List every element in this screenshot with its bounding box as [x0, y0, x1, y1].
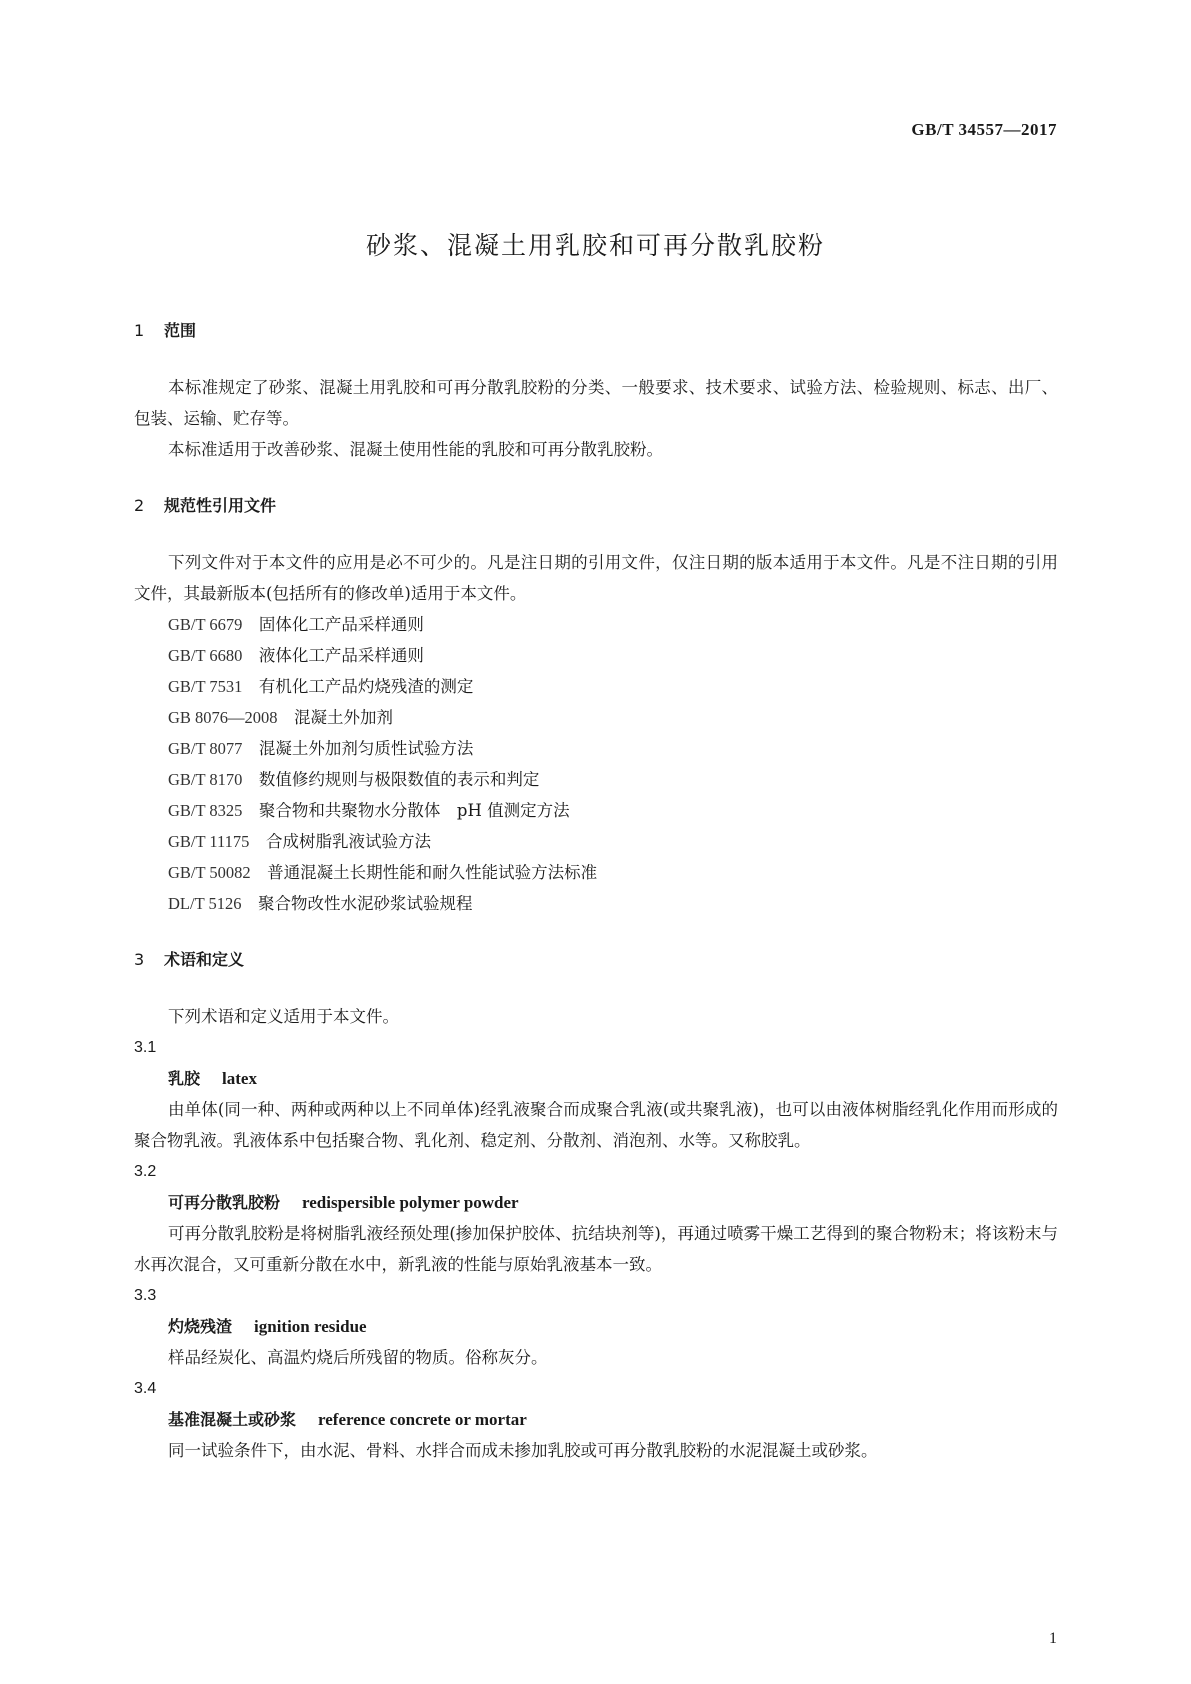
- term-entry: [134, 1156, 1058, 1280]
- term-name: [134, 1063, 1058, 1094]
- term-en: ignition residue: [254, 1317, 367, 1336]
- term-number: 3.2: [134, 1163, 157, 1180]
- reference-title: 数值修约规则与极限数值的表示和判定: [258, 770, 540, 789]
- term-name: [134, 1404, 1058, 1435]
- term-name: [134, 1311, 1058, 1342]
- paragraph: 本标准适用于改善砂浆、混凝土使用性能的乳胶和可再分散乳胶粉。: [168, 440, 663, 459]
- term-number: 3.4: [134, 1380, 157, 1397]
- section-number: 1: [134, 321, 145, 340]
- reference-code: GB/T 8077: [168, 739, 243, 758]
- term-zh: 基准混凝土或砂浆: [168, 1410, 297, 1429]
- reference-title: 固体化工产品采样通则: [258, 615, 424, 634]
- reference-item: [134, 702, 1058, 733]
- term-zh: 可再分散乳胶粉: [168, 1193, 281, 1212]
- term-zh: 灼烧残渣: [168, 1317, 233, 1336]
- term-en: redispersible polymer powder: [302, 1193, 519, 1212]
- section-2-heading: [134, 495, 1058, 517]
- reference-title: 普通混凝土长期性能和耐久性能试验方法标准: [267, 863, 598, 882]
- term-name: [134, 1187, 1058, 1218]
- reference-code: GB/T 6679: [168, 615, 243, 634]
- reference-code: GB 8076—2008: [168, 708, 278, 727]
- reference-code: GB/T 8325: [168, 801, 243, 820]
- reference-item: [134, 609, 1058, 640]
- section-3-heading: [134, 949, 1058, 971]
- reference-code: GB/T 6680: [168, 646, 243, 665]
- section-number: 3: [134, 950, 145, 969]
- reference-code: GB/T 50082: [168, 863, 251, 882]
- page-number: 1: [1049, 1630, 1057, 1647]
- document-title: 砂浆、混凝土用乳胶和可再分散乳胶粉: [365, 231, 825, 260]
- reference-title: 合成树脂乳液试验方法: [265, 832, 431, 851]
- term-en: latex: [222, 1069, 257, 1088]
- reference-item: [134, 795, 1058, 826]
- paragraph: 下列文件对于本文件的应用是必不可少的。凡是注日期的引用文件，仅注日期的版本适用于本文件。凡是不注日期的引用文件，其最新版本(包括所有的修改单)适用于本文件。: [134, 553, 1058, 603]
- reference-title: 聚合物改性水泥砂浆试验规程: [258, 894, 473, 913]
- reference-title: 混凝土外加剂匀质性试验方法: [258, 739, 474, 758]
- section-1-heading: [134, 320, 1058, 342]
- term-entry: [134, 1032, 1058, 1156]
- reference-item: [134, 888, 1058, 919]
- term-en: reference concrete or mortar: [318, 1410, 527, 1429]
- reference-code: GB/T 8170: [168, 770, 243, 789]
- reference-list: [134, 609, 1058, 919]
- section-title: 范围: [164, 321, 197, 340]
- reference-code: GB/T 11175: [168, 832, 250, 851]
- reference-title: 混凝土外加剂: [294, 708, 394, 727]
- section-number: 2: [134, 496, 145, 515]
- reference-item: [134, 640, 1058, 671]
- section-title: 术语和定义: [164, 950, 245, 969]
- term-definition: 可再分散乳胶粉是将树脂乳液经预处理(掺加保护胶体、抗结块剂等)，再通过喷雾干燥工艺得到的聚合物粉末；将该粉末与水再次混合，又可重新分散在水中，新乳液的性能与原始乳液基本一致。: [134, 1224, 1058, 1274]
- reference-title: 聚合物和共聚物水分散体 pH 值测定方法: [258, 801, 570, 820]
- reference-item: [134, 764, 1058, 795]
- reference-item: [134, 826, 1058, 857]
- standard-code: GB/T 34557—2017: [911, 120, 1057, 139]
- paragraph: 本标准规定了砂浆、混凝土用乳胶和可再分散乳胶粉的分类、一般要求、技术要求、试验方法、检验规则、标志、出厂、包装、运输、贮存等。: [134, 378, 1058, 428]
- term-definition: 样品经炭化、高温灼烧后所残留的物质。俗称灰分。: [168, 1348, 548, 1367]
- reference-item: [134, 733, 1058, 764]
- term-entry: [134, 1373, 1058, 1466]
- reference-title: 液体化工产品采样通则: [258, 646, 424, 665]
- document-body: [134, 320, 1058, 1466]
- term-definition: 由单体(同一种、两种或两种以上不同单体)经乳液聚合而成聚合乳液(或共聚乳液)，也可以由液体树脂经乳化作用而形成的聚合物乳液。乳液体系中包括聚合物、乳化剂、稳定剂、分散剂、消泡剂、水等。又称胶乳。: [134, 1100, 1058, 1150]
- term-number: 3.1: [134, 1039, 157, 1056]
- section-title: 规范性引用文件: [164, 496, 277, 515]
- term-zh: 乳胶: [168, 1069, 201, 1088]
- term-entry: [134, 1280, 1058, 1373]
- reference-title: 有机化工产品灼烧残渣的测定: [258, 677, 474, 696]
- term-definition: 同一试验条件下，由水泥、骨料、水拌合而成未掺加乳胶或可再分散乳胶粉的水泥混凝土或砂浆。: [168, 1441, 878, 1460]
- reference-code: GB/T 7531: [168, 677, 243, 696]
- reference-item: [134, 671, 1058, 702]
- reference-code: DL/T 5126: [168, 894, 242, 913]
- paragraph: 下列术语和定义适用于本文件。: [168, 1007, 399, 1026]
- term-number: 3.3: [134, 1287, 157, 1304]
- reference-item: [134, 857, 1058, 888]
